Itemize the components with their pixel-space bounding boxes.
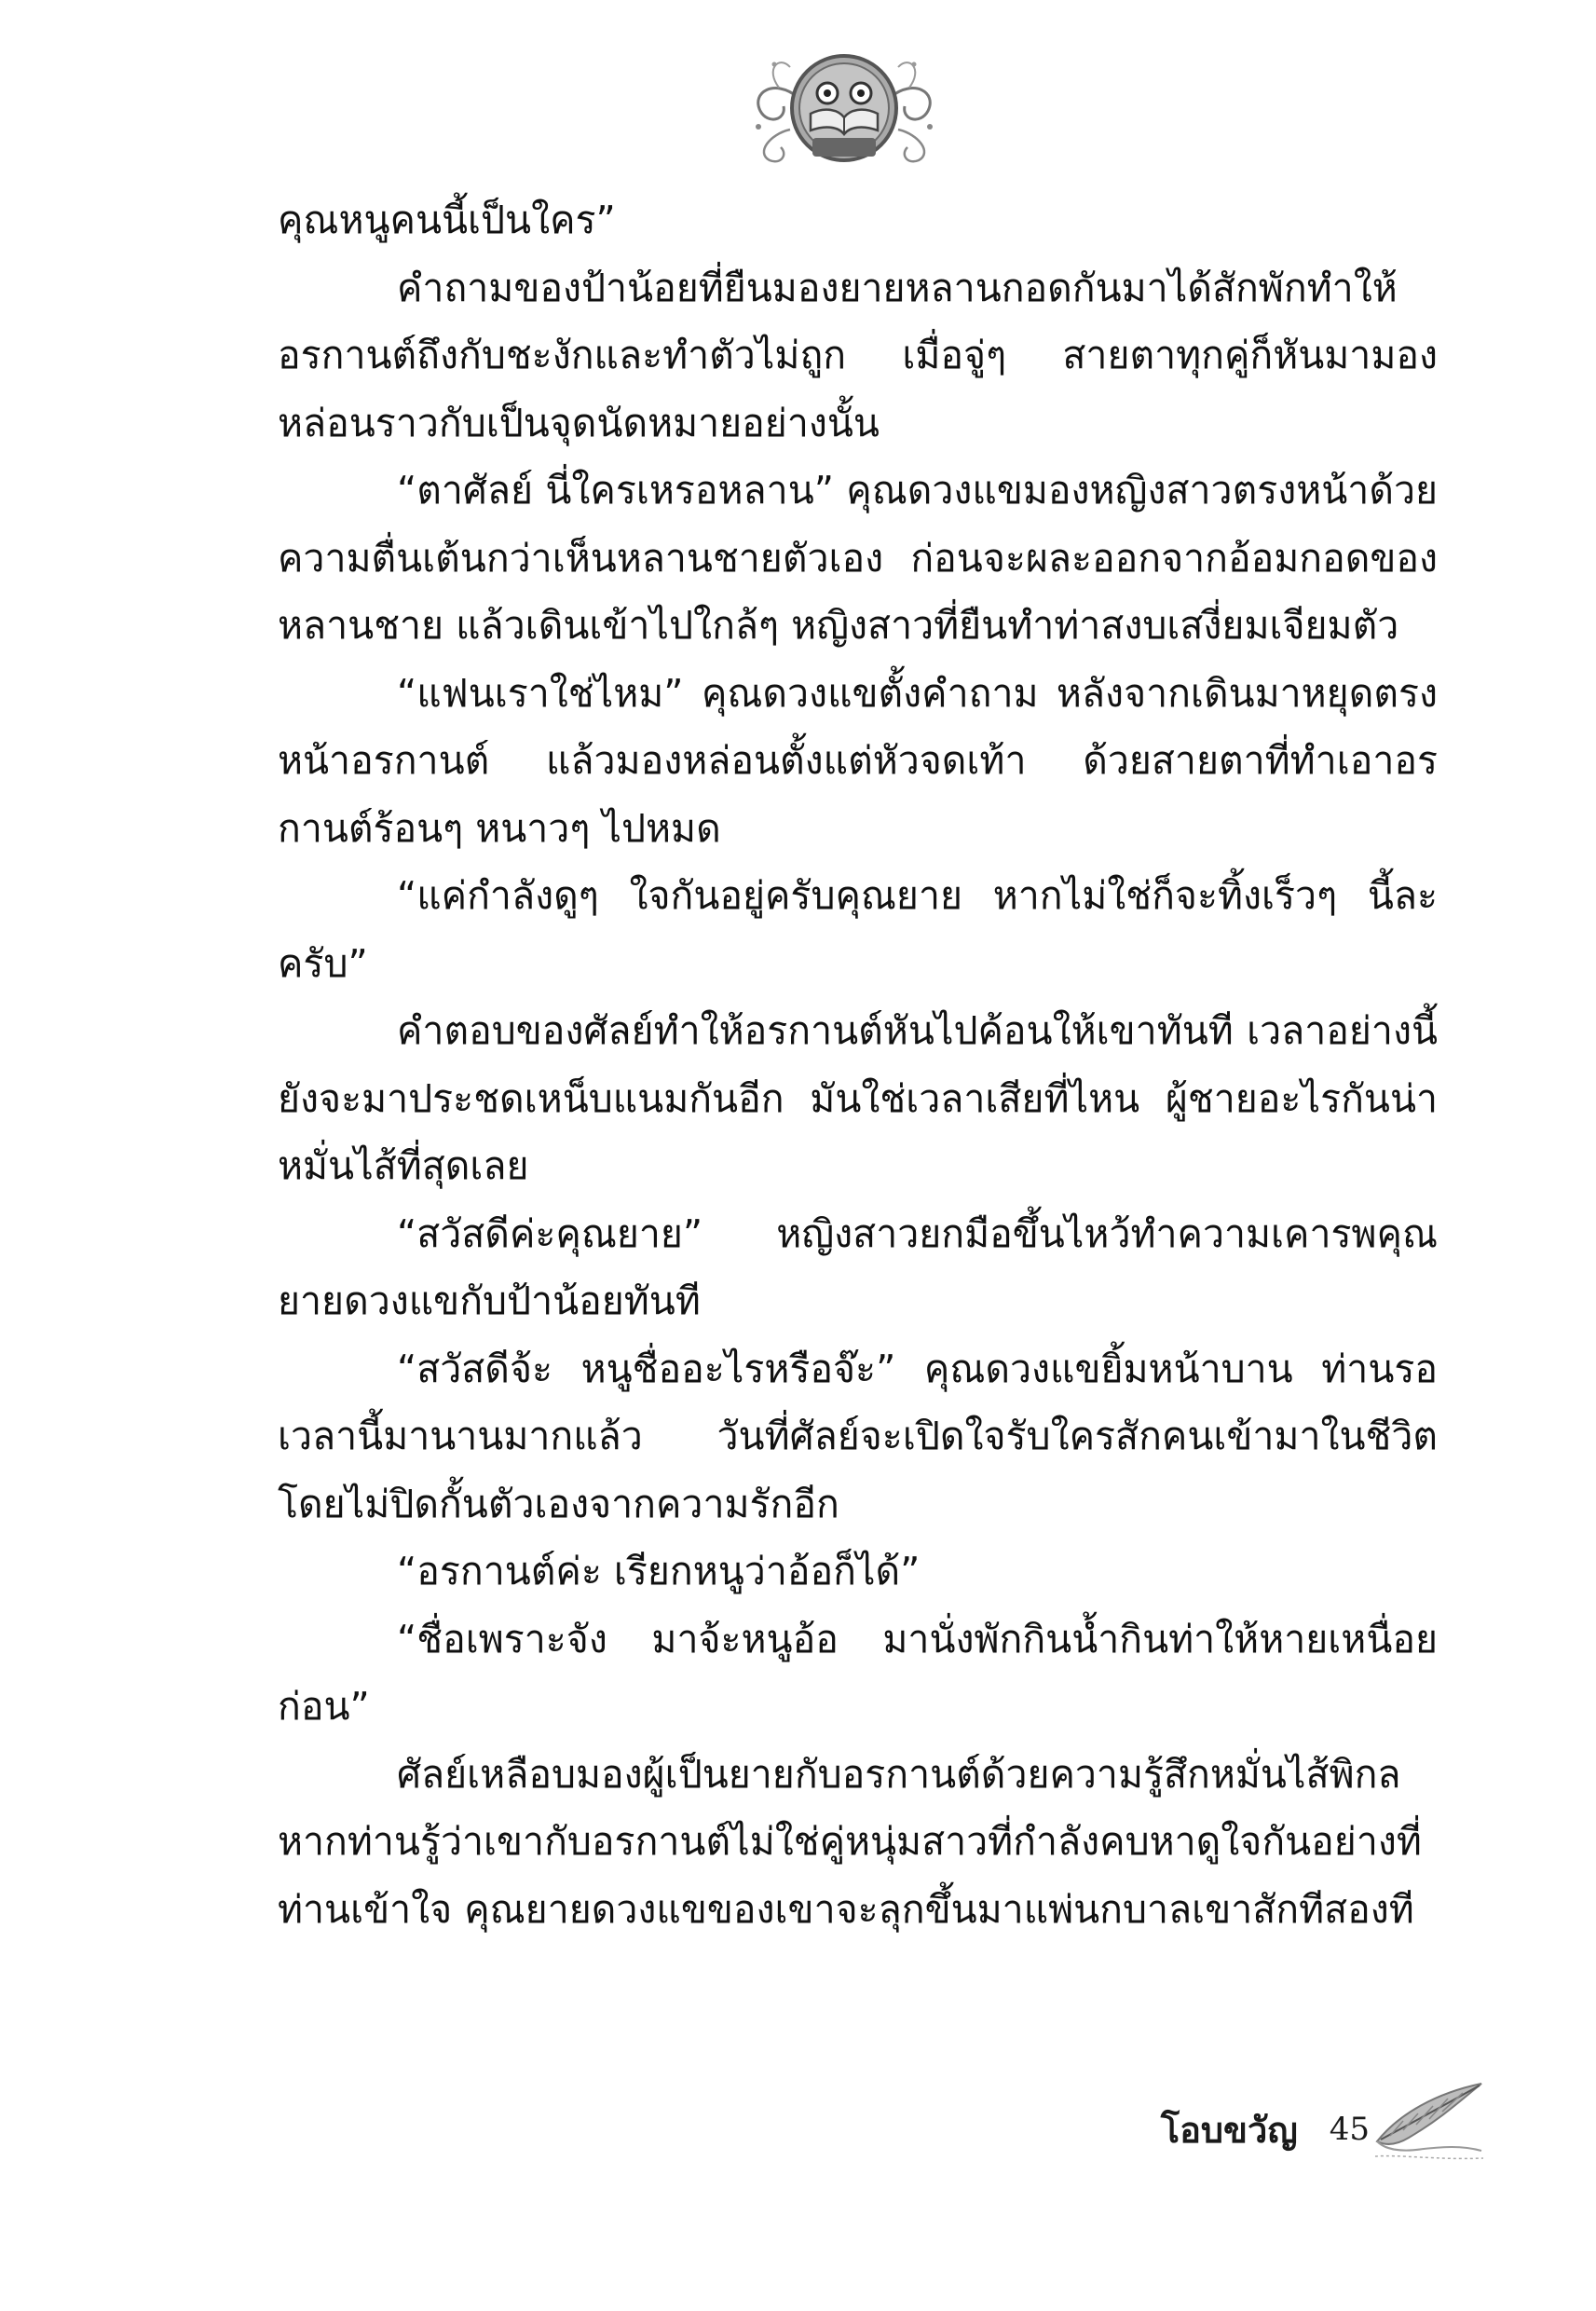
paragraph: “สวัสดีค่ะคุณยาย” หญิงสาวยกมือขึ้นไหว้ทำความเคารพคุณยายดวงแขกับป้าน้อยทันที <box>278 1210 1438 1323</box>
book-title: โอบขวัญ <box>1160 2109 1298 2151</box>
paragraph: ศัลย์เหลือบมองผู้เป็นยายกับอรกานต์ด้วยความรู้สึกหมั่นไส้พิกลหากท่านรู้ว่าเขากับอรกานต์ไม่ใช่คู่หนุ่มสาวที่กำลังคบหาดูใจกันอย่างที่ท่านเข้าใจ คุณยายดวงแขของเขาจะลุกขึ้นมาแพ่นกบาลเขาสักทีสองที <box>278 1751 1422 1932</box>
paragraph: คำถามของป้าน้อยที่ยืนมองยายหลานกอดกันมาได้สักพักทำให้อรกานต์ถึงกับชะงักและทำตัวไม่ถูก เมื่อจู่ๆ สายตาทุกคู่ก็หันมามองหล่อนราวกับเป็นจุดนัดหมายอย่างนั้น <box>278 265 1438 445</box>
paragraph: “แค่กำลังดูๆ ใจกันอยู่ครับคุณยาย หากไม่ใช่ก็จะทิ้งเร็วๆ นี้ละครับ” <box>278 873 1438 986</box>
page-number: 45 <box>1329 2111 1370 2148</box>
feather-quill-icon <box>1371 2076 1487 2169</box>
paragraph: “ตาศัลย์ นี่ใครเหรอหลาน” คุณดวงแขมองหญิงสาวตรงหน้าด้วยความตื่นเต้นกว่าเห็นหลานชายตัวเอง ก่อนจะผละออกจากอ้อมกอดของหลานชาย แล้วเดินเข้าไปใกล้ๆ หญิงสาวที่ยืนทำท่าสงบเสงี่ยมเจียมตัว <box>278 468 1438 648</box>
paragraph: “อรกานต์ค่ะ เรียกหนูว่าอ้อก็ได้” <box>397 1549 921 1593</box>
paragraph: คุณหนูคนนี้เป็นใคร” <box>278 198 616 242</box>
body-text <box>278 186 1438 1943</box>
paragraph: “ชื่อเพราะจัง มาจ้ะหนูอ้อ มานั่งพักกินน้ำกินท่าให้หายเหนื่อยก่อน” <box>278 1616 1438 1729</box>
paragraph: “แฟนเราใช่ไหม” คุณดวงแขตั้งคำถาม หลังจากเดินมาหยุดตรงหน้าอรกานต์ แล้วมองหล่อนตั้งแต่หัวจดเท้า ด้วยสายตาที่ทำเอาอรกานต์ร้อนๆ หนาวๆ ไปหมด <box>278 670 1438 851</box>
ornamental-book-emblem-icon <box>732 41 956 171</box>
paragraph: คำตอบของศัลย์ทำให้อรกานต์หันไปค้อนให้เขาทันที เวลาอย่างนี้ยังจะมาประชดเหน็บแนมกันอีก มันใช่เวลาเสียที่ไหน ผู้ชายอะไรกันน่าหมั่นไส้ที่สุดเลย <box>278 1008 1438 1188</box>
paragraph: “สวัสดีจ้ะ หนูชื่ออะไรหรือจ๊ะ” คุณดวงแขยิ้มหน้าบาน ท่านรอเวลานี้มานานมากแล้ว วันที่ศัลย์จะเปิดใจรับใครสักคนเข้ามาในชีวิตโดยไม่ปิดกั้นตัวเองจากความรักอีก <box>278 1346 1438 1526</box>
page-footer <box>1062 2097 1370 2162</box>
